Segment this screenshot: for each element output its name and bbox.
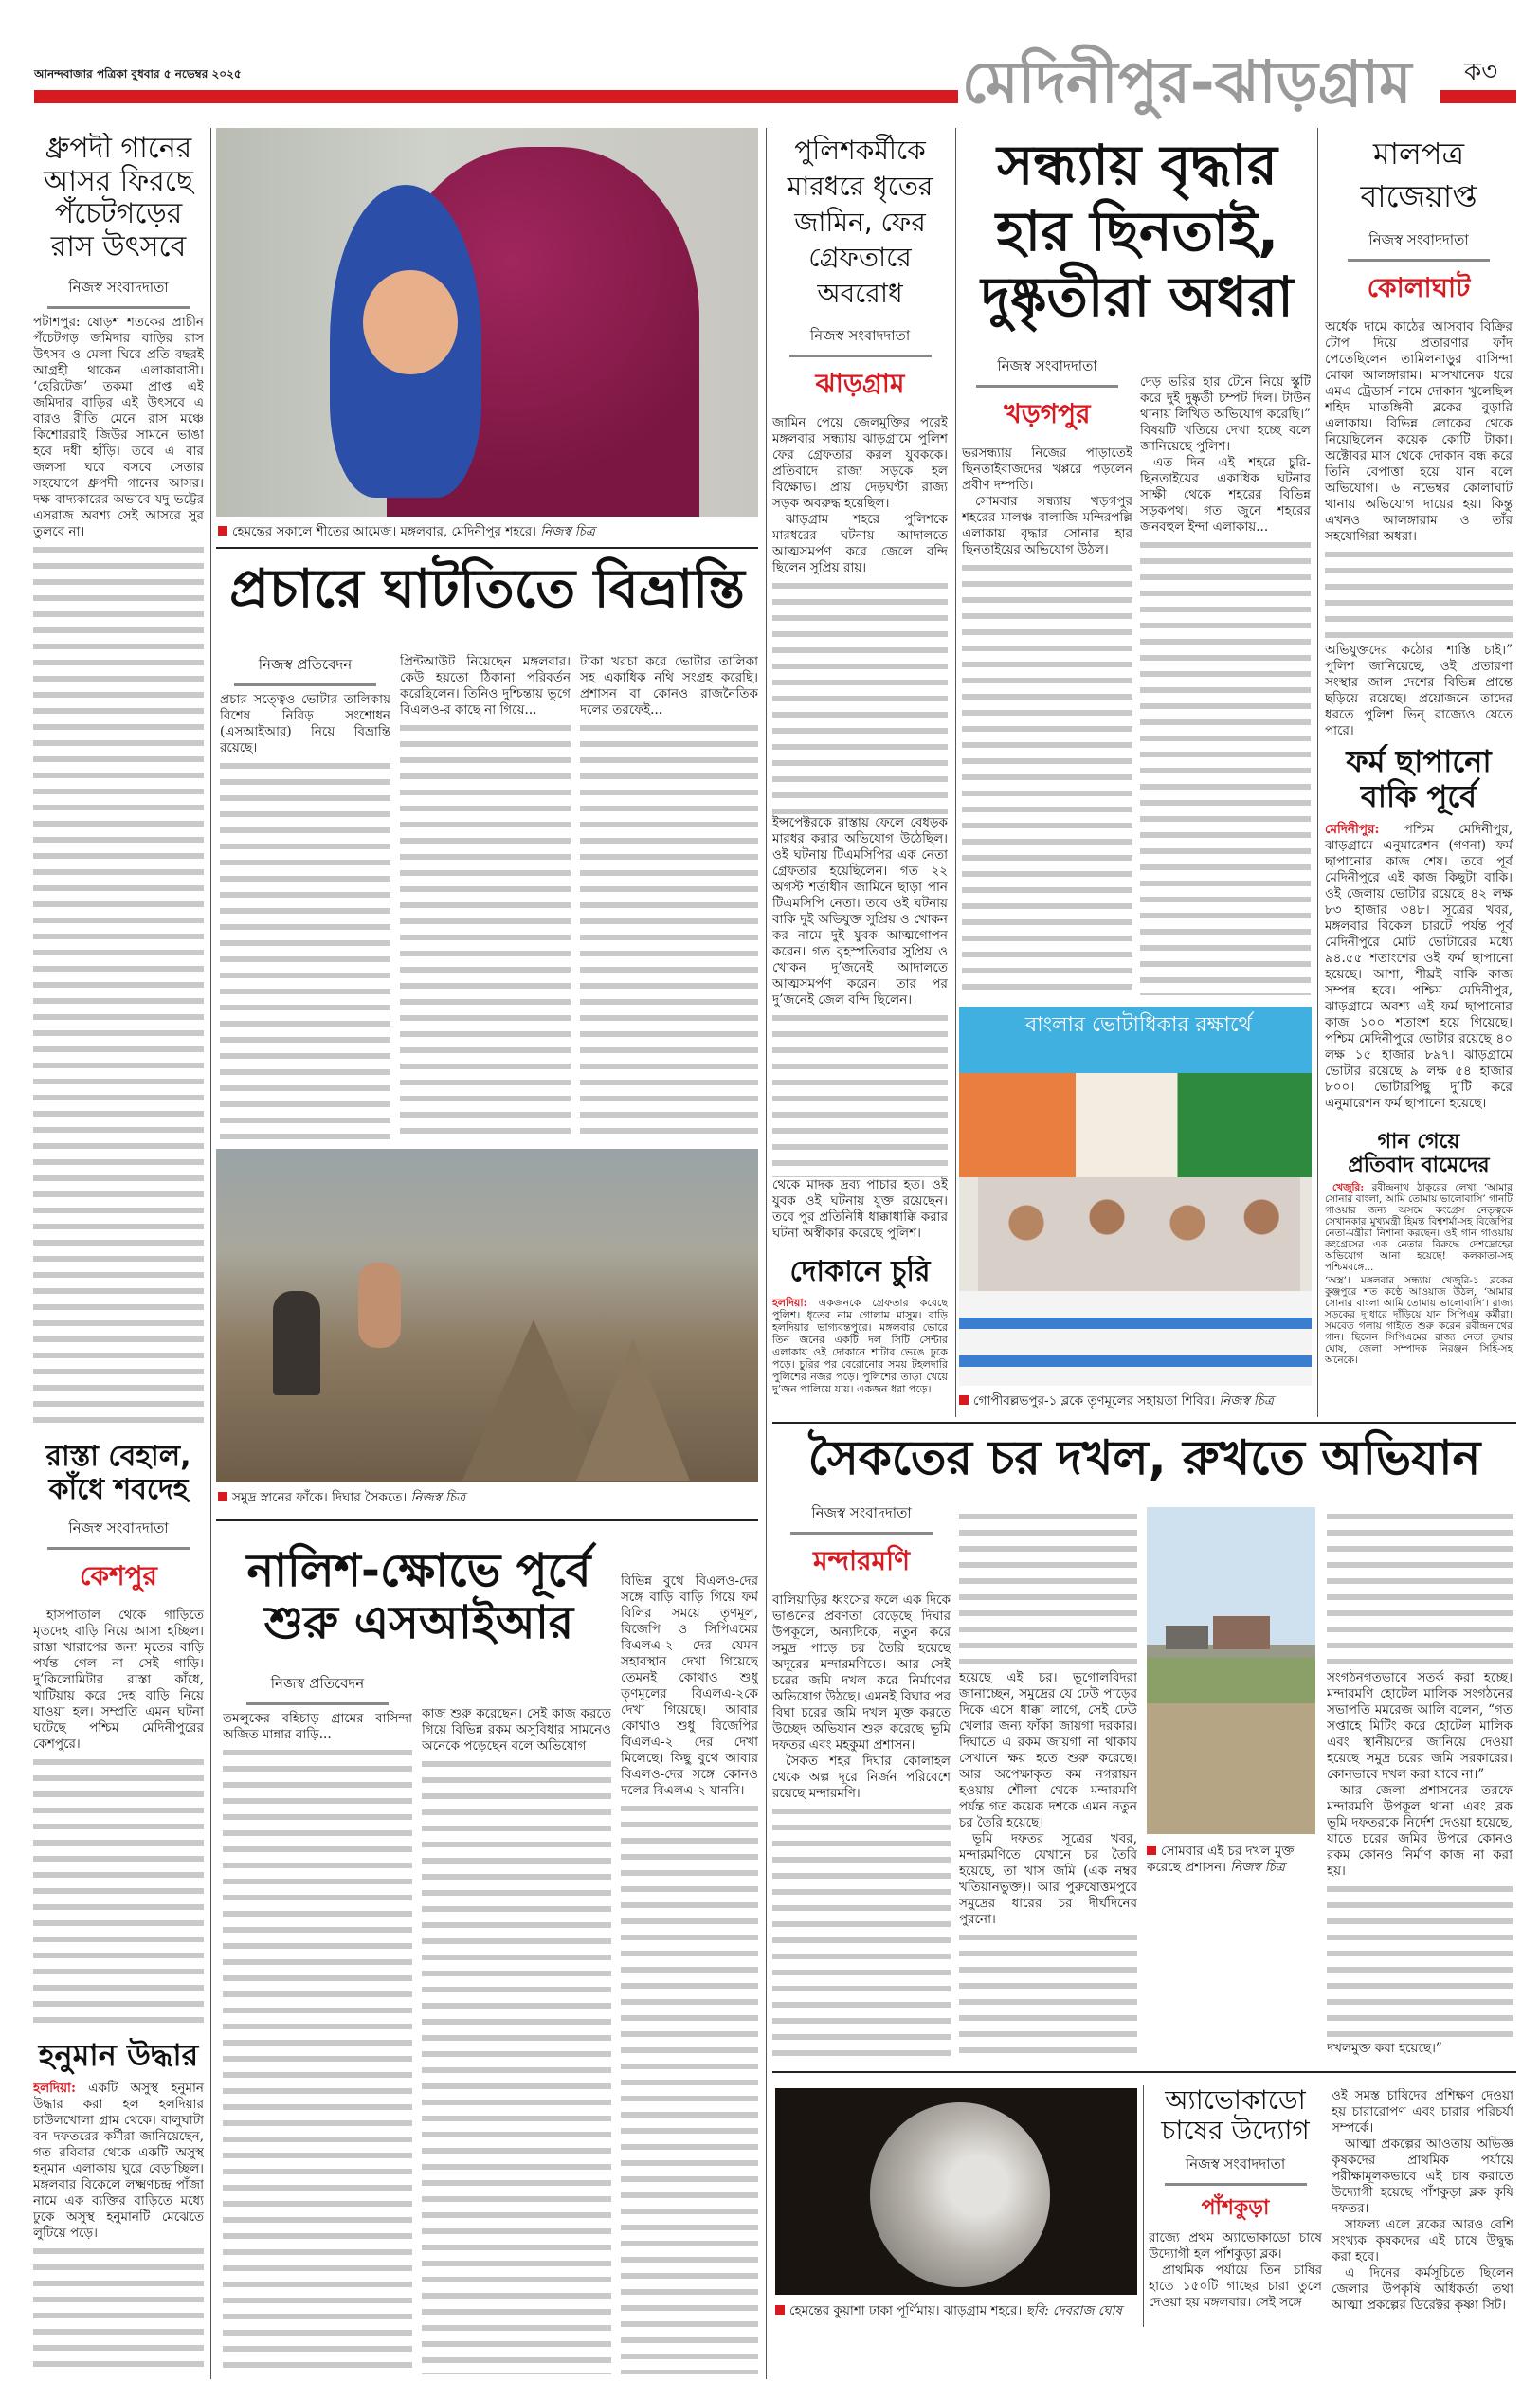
dateline: কেশপুর	[80, 1560, 157, 1591]
column-rule	[955, 128, 956, 1417]
caption-text: সোমবার এই চর দখল মুক্ত করেছে প্রশাসন।	[1147, 1844, 1295, 1875]
headline: হনুমান উদ্ধার	[38, 2038, 199, 2073]
text-continuation	[1140, 537, 1311, 995]
dateline: খেজুরি:	[1332, 1181, 1365, 1193]
body-text: আর জেলা প্রশাসনের তরফে মন্দারমণি উপকূল থানা এবং ব্লক ভূমি দফতরকে নির্দেশ দেওয়া হয়েছে, যাতে চরের জমির উপরে কোনও রকম কোনও নির্মাণ কাজ না করা হয়।	[1327, 1783, 1513, 1879]
body-text: রবীন্দ্রনাথ ঠাকুরের লেখা ‘আমার সোনার বাংলা, আমি তোমায় ভালোবাসি’ গানটি গাওয়ার জন্য অসমে কংগ্রেস নেতৃত্বকে সেখানকার মুখ্যমন্ত্রী হিমন্ত বিশ্বশর্মা-সহ বিজেপির নেতা-মন্ত্রীরা নিশানা করছেন। ওই গান গাওয়ায় কংগ্রেসের এক নেতার বিরুদ্ধে দেশদ্রোহের অভিযোগ আনা হয়েছে! কলকাতা-সহ পশ্চিমবঙ্গে...	[1325, 1181, 1513, 1273]
sand-mound	[462, 1319, 605, 1481]
dateline: হলদিয়া:	[33, 2080, 76, 2096]
text-continuation	[400, 720, 571, 1142]
photo-char-land	[1147, 1507, 1315, 1834]
lead-headline: সন্ধ্যায় বৃদ্ধার হার ছিনতাই, দুষ্কৃতীরা অধরা	[981, 133, 1294, 330]
caption-marker-icon	[959, 1395, 969, 1405]
headline: ফর্ম ছাপানো বাকি পূর্বে	[1346, 744, 1492, 814]
body-text: প্রচার সত্ত্বেও ভোটার তালিকায় বিশেষ নিবিড় সংশোধন (এসআইআর) নিয়ে বিভ্রান্তি রয়েছে।	[220, 692, 390, 755]
text-continuation	[220, 758, 390, 1142]
section-rule	[216, 547, 758, 549]
body-text: অর্ধেক দামে কাঠের আসবাব বিক্রির টোপ দিয়ে প্রতারণার ফাঁদ পেতেছিলেন তামিলনাড়ুর বাসিন্দা মোকা আলঙ্গারাম। মাসখানেক ধরে এমএ ট্রেডার্স নামে দোকান খুলেছিল শহিদ মাতঙ্গিনী ব্লকের বুড়ারি এলাকায়। বিভিন্ন লোকের থেকে নিয়েছিলেন কয়েক কোটি টাকা। অক্টোবর মাস থেকে দোকান বন্ধ করে তিনি বেপাত্তা হয়ে যান বলে অভিযোগ। ৬ নভেম্বর কোলাঘাট থানায় অভিযোগ দায়ের হয়। কিন্তু এখনও আলঙ্গারাম ও তাঁর সহযোগিরা অধরা।	[1325, 318, 1513, 544]
photo-credit: নিজস্ব চিত্র	[1230, 1860, 1285, 1875]
headline-line: গান গেয়ে	[1377, 1130, 1460, 1154]
body-text	[1325, 1182, 1513, 1273]
section-rule	[772, 1422, 1516, 1424]
body-text: একজনকে গ্রেফতার করেছে পুলিশ। ধৃতের নাম গোলাম মাসুম। বাড়ি হলদিয়ার ভাগ্যবন্তপুরে। মঙ্গলবার ভোরে তিন জনের একটি দল সিটি সেন্টার এলাকায় ওই দোকানে শাটার ভেঙে ঢুকে পড়ে। চুরির পর বেরোনোর সময় টহলদারি পুলিশের নজর পড়ে। পুলিশের তাড়া খেয়ে দু’জন পালিয়ে যায়। একজন ধরা পড়ে।	[772, 1296, 948, 1395]
article-column	[400, 654, 571, 1142]
byline: নিজস্ব প্রতিবেদন	[234, 654, 376, 686]
photo-caption	[959, 1393, 1314, 1409]
body-text: সংগঠনগতভাবে সতর্ক করা হচ্ছে। মন্দারমণি হোটেল মালিক সংগঠনের সভাপতি মমরেজ আলি বলেন, “গত সপ্তাহে মিটিং করে হোটেল মালিক এবং স্থানীয়দের জানিয়ে দেওয়া হয়েছে সমুদ্র চরের জমি সরকারের। কোনভাবে দখল করা যাবে না।”	[1327, 1670, 1513, 1782]
dateline: হলদিয়া:	[772, 1296, 807, 1309]
caption-text: হেমন্তের কুয়াশা ঢাকা পূর্ণিমায়। ঝাড়গ্রাম শহরে।	[789, 2303, 1023, 2318]
body-text: জামিন পেয়ে জেলমুক্তির পরেই মঙ্গলবার সন্ধ্যায় ঝাড়গ্রামে পুলিশ ফের গ্রেফতার করল যুবককে। প্রতিবাদে রাজ্য সড়কে হল বিক্ষোভ। প্রায় দেড়ঘণ্টা রাজ্য সড়ক অবরুদ্ধ হয়েছিল।	[772, 414, 948, 511]
text-continuation	[1325, 547, 1513, 643]
article-seizure	[1325, 133, 1513, 739]
byline: নিজস্ব প্রতিবেদন	[246, 1673, 389, 1705]
body-text: ঝাড়গ্রাম শহরে পুলিশকে মারধরের ঘটনায় আদালতে আত্মসমর্পণ করে জেলে বন্দি ছিলেন সুপ্রিয় রায়।	[772, 511, 948, 575]
photo-caption	[218, 1490, 758, 1506]
text-continuation	[772, 1010, 948, 1177]
byline: নিজস্ব সংবাদদাতা	[47, 277, 190, 309]
body-text	[772, 1297, 948, 1395]
body-text: হয়েছে এই চর। ভূগোলবিদরা জানাচ্ছেন, সমুদ্রের যে ঢেউ পাড়ের দিকে এসে ধাক্কা লাগে, সেই ঢেউ খেলার জন্য ফাঁকা জায়গা দরকার। দিঘাতে এ রকম জায়গা না থাকায় সেখানে ক্ষয় হতে শুরু করেছে। আর অপেক্ষাকৃত কম নগরায়ন হওয়ায় শৌলা থেকে মন্দারমণি পর্যন্ত গত কয়েক দশকে এমন নতুন চর তৈরি হয়েছে।	[959, 1670, 1137, 1830]
byline: নিজস্ব সংবাদদাতা	[47, 1518, 190, 1550]
banner-text: বাংলার ভোটাধিকার রক্ষার্থে	[1025, 1013, 1252, 1037]
article-avocado	[1149, 2085, 1322, 2332]
section-rule	[216, 1519, 758, 1521]
caption-marker-icon	[218, 526, 227, 536]
article-left-protest-song	[1325, 1130, 1513, 1418]
photo-mother-child	[216, 128, 758, 517]
body-text: প্রিন্টআউট নিয়েছেন মঙ্গলবার। কেউ হয়তো ঠিকানা পরিবর্তন করেছিলেন। তিনিও দুশ্চিন্তায় ভুগে বিএলও-র কাছে না গিয়ে...	[400, 654, 571, 718]
page-number: ক৩	[1464, 58, 1498, 86]
article-column	[1327, 1507, 1513, 2057]
photo-help-camp	[959, 1007, 1312, 1386]
headline: মালপত্র বাজেয়াপ্ত	[1360, 136, 1477, 214]
body-text: বালিয়াড়ির ধ্বংসের ফলে এক দিকে ভাঙনের প্রবণতা বেড়েছে দিঘার উপকূলে, অন্যদিকে, নতুন করে সমুদ্র পাড়ে চর তৈরি হয়েছে অদূরের মন্দারমণিতে। আর সেই চরের জমি দখল করে নির্মাণের অভিযোগ উঠছে। এমনই বিঘার পর বিঘা চরের জমি দখল মুক্ত করতে উচ্ছেদ অভিযান শুরু করেছে ভূমি দফতর এবং মহকুমা প্রশাসন।	[772, 1592, 951, 1753]
body-text: বিভিন্ন বুথে বিএলও-দের সঙ্গে বাড়ি বাড়ি গিয়ে ফর্ম বিলির সময়ে তৃণমূল, বিজেপি ও সিপিএমের বিএলএ-২ দের যেমন সহাবস্থান দেখা গিয়েছে তেমনই কোথাও শুধু তৃণমূলের বিএলএ-২কে দেখা গিয়েছে। আবার কোথাও শুধু বিজেপির বিএলএ-২ দের দেখা মিলেছে। কিছু বুথে আবার বিএলও-দের সঙ্গে কোনও দলের বিএলএ-২ যাননি।	[621, 1573, 758, 1798]
article-column	[220, 654, 390, 1142]
headline: প্রচারে ঘাটতিতে বিভ্রান্তি	[229, 558, 745, 620]
text-continuation	[33, 1755, 204, 2024]
text-continuation	[223, 1745, 412, 2374]
article-column	[772, 1502, 951, 2057]
article-column	[621, 1573, 758, 2374]
body-text: ইন্সপেক্টরকে রাস্তায় ফেলে বেধড়ক মারধর করার অভিযোগ উঠেছিল। ওই ঘটনায় টিএমসিপির এক নেতা গ্রেফতার হয়েছিলেন। গত ২২ অগস্ট শর্তাধীন জামিনে ছাড়া পান টিএমসিপি নেতা। তবে ওই ঘটনায় বাকি দুই অভিযুক্ত সুপ্রিয় ও খোকন কর নামে দুই যুবক আত্মগোপন করেন। গত বৃহস্পতিবার সুপ্রিয় ও খোকন দু’জনেই আদালতে আত্মসমর্পণ করেন। তার পর দু’জনেই জেল বন্দি ছিলেন।	[772, 814, 948, 1008]
dateline: খড়গপুর	[1004, 398, 1091, 429]
text-continuation	[33, 542, 204, 1431]
photo-caption	[1147, 1844, 1317, 1876]
body-text: সোমবার সন্ধ্যায় খড়গপুর শহরের মালঞ্চ বালাজি মন্দিরপল্লি এলাকায় বৃদ্ধার সোনার হার ছিনতাইয়ের অভিযোগ উঠল।	[962, 494, 1132, 557]
photo-caption	[775, 2303, 1140, 2319]
body-text: রাজ্যে প্রথম অ্যাভোকাডো চাষে উদ্যোগী হল পাঁশকুড়া ব্লক।	[1149, 2230, 1322, 2263]
text-continuation	[580, 720, 758, 1142]
table	[959, 1291, 1312, 1386]
body-text: হাসপাতাল থেকে গাড়িতে মৃতদেহ বাড়ি নিয়ে আসা হচ্ছিল। রাস্তা খারাপের জন্য মৃতের বাড়ি পর্যন্ত গেল না সেই গাড়ি। দু’কিলোমিটার রাস্তা কাঁধে, খাটিয়ায় করে দেহ বাড়ি নিয়ে যাওয়া হল। সম্প্রতি এমন ঘটনা ঘটেছে পশ্চিম মেদিনীপুরের কেশপুরে।	[33, 1608, 204, 1752]
sand-mound	[576, 1338, 690, 1481]
byline: নিজস্ব সংবাদদাতা	[790, 1502, 933, 1535]
column-rule	[1143, 2085, 1144, 2327]
body-text	[33, 2081, 204, 2242]
body-text: তমলুকের বহিচাড় গ্রামের বাসিন্দা অজিত মান্নার বাড়ি...	[223, 1711, 412, 1742]
text-continuation	[1327, 1509, 1513, 1670]
body-text: দেড় ভরির হার টেনে নিয়ে স্কুটি করে দুই দুষ্কৃতী চম্পট দিল। টাউন থানায় লিখিত অভিযোগ করেছি।” বিষয়টি খতিয়ে দেখা হচ্ছে বলে জানিয়েছে পুলিশ।	[1140, 374, 1311, 454]
dateline: পাঁশকুড়া	[1201, 2196, 1270, 2221]
text-continuation	[422, 1756, 611, 2374]
headline: পুলিশকর্মীকে মারধরে ধৃতের জামিন, ফের গ্রেফতারে অবরোধ	[787, 135, 933, 310]
body-text: কাজ শুরু করেছেন। সেই কাজ করতে গিয়ে বিভিন্ন রকম অসুবিধার সামনেও অনেকে পড়েছেন বলে অভিযোগ।	[422, 1706, 611, 1754]
body-text	[1325, 822, 1513, 1112]
text-continuation	[33, 2244, 204, 2374]
caption-text: গোপীবল্লভপুর-১ ব্লকে তৃণমূলের সহায়তা শিবির।	[973, 1393, 1216, 1409]
person	[358, 1263, 401, 1348]
headline: ধ্রুপদী গানের আসর ফিরছে পঁচেটগড়ের রাস উৎসবে	[43, 133, 194, 264]
headline: অ্যাভোকাডো চাষের উদ্যোগ	[1161, 2085, 1310, 2147]
issue-date: বুধবার ৫ নভেম্বর ২০২৫	[131, 67, 242, 81]
caption-marker-icon	[218, 1492, 227, 1501]
dateline: ঝাড়গ্রাম	[815, 367, 905, 399]
body-text: প্রাথমিক পর্যায়ে তিন চাষির হাতে ১৫০টি গাছের চারা তুলে দেওয়া হয় মঙ্গলবার। সেই সঙ্গে	[1149, 2263, 1322, 2311]
building	[1213, 1616, 1270, 1649]
dateline: কোলাঘাট	[1367, 271, 1471, 303]
body-text: একটি অসুস্থ হনুমান উদ্ধার করা হল হলদিয়ার চাউলখোলা গ্রাম থেকে। বালুঘাটা বন দফতরের কর্মীরা জানিয়েছেন, গত রবিবার থেকে একটি অসুস্থ হনুমান এলাকায় ঘুরে বেড়াচ্ছিল। মঙ্গলবার বিকেলে লক্ষ্মণচন্দ্র পাঁজা নামে এক ব্যক্তির বাড়িতে মধ্যে ঢুকে অসুস্থ হনুমানটি মেঝেতে লুটিয়ে পড়ে।	[33, 2080, 204, 2241]
article-column	[959, 1507, 1137, 2057]
article-rash-utsav	[33, 133, 204, 1431]
byline: নিজস্ব সংবাদদাতা	[1165, 2154, 1307, 2186]
photo-credit: নিজস্ব চিত্র	[540, 524, 595, 539]
body-text: অভিযুক্তদের কঠোর শাস্তি চাই।” পুলিশ জানিয়েছে, ওই প্রতারণা সংস্থার জাল দেশের বিভিন্ন প্রান্তে ছড়িয়ে রয়েছে। প্রয়োজনে তাদের ধরতে পুলিশ ভিন্ রাজ্যেও যেতে পারে।	[1325, 643, 1513, 738]
photo-full-moon	[775, 2088, 1137, 2295]
headline	[1325, 1130, 1513, 1178]
body-text: পশ্চিম মেদিনীপুর, ঝাড়গ্রামে এনুমারেশন (গণনা) ফর্ম ছাপানোর কাজ শেষ। তবে পূর্ব মেদিনীপুরে এই কাজ কিছুটা বাকি। ওই জেলায় ভোটার রয়েছে ৪২ লক্ষ ৮৩ হাজার ৩৪৮। সূত্রের খবর, মঙ্গলবার বিকেল চারটে পর্যন্ত পূর্ব মেদিনীপুরে মোট ভোটারের মধ্যে ৯৪.৫৫ শতাংশের ওই ফর্ম ছাপানো হয়েছে। আশা, শীঘ্রই বাকি কাজ সম্পন্ন হবে। পশ্চিম মেদিনীপুর, ঝাড়গ্রামে অবশ্য এই ফর্ম ছাপানোর কাজ ১০০ শতাংশ হয়ে গিয়েছে। পশ্চিম মেদিনীপুরে ভোটার রয়েছে ৪০ লক্ষ ১৫ হাজার ৮৯৭। ঝাড়গ্রামে ভোটার রয়েছে ৯ লক্ষ ৫৪ হাজার ৮০০। ভোটারপিছু দু’টি করে এনুমারেশন ফর্ম ছাপানো হয়েছে।	[1325, 821, 1513, 1111]
paper-date-line	[34, 66, 242, 85]
red-bar-left	[34, 90, 958, 103]
moon	[870, 2102, 1050, 2287]
photo-credit: নিজস্ব চিত্র	[1219, 1393, 1274, 1409]
article-column	[580, 654, 758, 1142]
paper-name: আনন্দবাজার পত্রিকা	[34, 67, 128, 81]
body-text: এত দিন এই শহরে চুরি-ছিনতাইয়ের একাধিক ঘটনার সাক্ষী থেকে শহরের বিভিন্ন সড়কপথ। গত জুনে শহরের জনবহুল ইন্দা এলাকায়...	[1140, 455, 1311, 535]
photo-credit: ছবি: দেবরাজ ঘোষ	[1025, 2303, 1122, 2318]
caption-text: হেমন্তের সকালে শীতের আমেজ। মঙ্গলবার, মেদিনীপুর শহরে।	[232, 524, 536, 539]
text-continuation	[1327, 1882, 1513, 2041]
people	[978, 1177, 1300, 1291]
section-rule	[772, 2071, 1516, 2073]
body-text: সৈকত শহর দিঘার কোলাহল থেকে অল্প দূরে নির্জন পরিবেশে রয়েছে মন্দারমণি।	[772, 1754, 951, 1801]
article-column	[962, 355, 1132, 995]
child-face	[363, 270, 458, 374]
masthead	[0, 0, 1540, 123]
article-body	[33, 315, 204, 540]
text-continuation	[959, 1930, 1137, 2057]
article-form-printing	[1325, 744, 1513, 1128]
text-continuation	[962, 560, 1132, 995]
column-rule	[1317, 128, 1318, 1417]
headline-line: নালিশ-ক্ষোভে পূর্বে	[246, 1544, 591, 1597]
section-title: মেদিনীপুর-ঝাড়গ্রাম	[962, 47, 1412, 117]
photo-caption	[218, 524, 758, 540]
body-text: ষোড়শ শতকের প্রাচীন পঁচেটগড় জমিদার বাড়ির রাস উৎসব ও মেলা ঘিরে প্রতি বছরই আগ্রহী থাকেন এলাকাবাসী। ‘হেরিটেজ’ তকমা প্রাপ্ত এই জমিদার বাড়ির এই উৎসবে এ বারও রীতি মেনে রাস মঞ্চে কিশোররাই জিউর সামনে ভাঙা হবে দধী হাঁড়ি। তবে এ বার জলসা ঘরে বসবে সেতার সহযোগে ধ্রুপদী গানের আসর। দক্ষ বাদ্যকারের অভাবে যদু ভট্টের এসরাজ অবশ্য সেই আসরে সুর তুলবে না।	[33, 315, 204, 539]
article-road	[33, 1441, 204, 2024]
headline-line: প্রতিবাদ বামেদের	[1348, 1154, 1490, 1178]
article-column	[1140, 374, 1311, 995]
body-text: থেকে মাদক দ্রব্য পাচার হত। ওই যুবক ওই ঘটনায় যুক্ত রয়েছেন। তবে পুর প্রতিনিধি ধাক্কাধাক্কি করার ঘটনা অস্বীকার করেছে পুলিশ।	[772, 1177, 948, 1241]
text-continuation	[621, 1801, 758, 2374]
body-text: ভরসন্ধ্যায় নিজের পাড়াতেই ছিনতাইবাজদের খপ্পরে পড়লেন প্রবীণ দম্পতি।	[962, 445, 1132, 493]
headline-line: শুরু এসআইআর	[263, 1596, 574, 1650]
body-text: ভূমি দফতর সূত্রের খবর, মন্দারমণিতে যেখানে চর তৈরি হয়েছে, তা খাস জমি (এক নম্বর খতিয়ানভুক্ত)। আর পুরুষোত্তমপুরে সমুদ্রের ধারের চর দীর্ঘদিনের পুরনো।	[959, 1831, 1137, 1927]
text-continuation	[772, 578, 948, 815]
dateline: মন্দারমণি	[812, 1545, 911, 1576]
byline: নিজস্ব সংবাদদাতা	[1348, 229, 1490, 262]
body-text: দখলমুক্ত করা হয়েছে।”	[1327, 2041, 1442, 2056]
article-column	[223, 1673, 412, 2374]
caption-text: সমুদ্র স্নানের ফাঁকে। দিঘার সৈকতে।	[232, 1490, 408, 1505]
dateline: মেদিনীপুর:	[1325, 821, 1380, 837]
banner	[959, 1007, 1312, 1073]
dateline: পটাশপুর:	[33, 315, 81, 330]
body-text: এ দিনের কর্মসূচিতে ছিলেন জেলার উপকৃষি অধিকর্তা তথা আত্মা প্রকল্পের ডিরেক্টর কৃষ্ণা সিট।	[1332, 2265, 1513, 2313]
body-text: টাকা খরচা করে ভোটার তালিকা সহ একাধিক নথি সংগ্রহ করেছি। প্রশাসন বা কোনও রাজনৈতিক দলের তরফেই...	[580, 654, 758, 718]
article-police-assault	[772, 133, 948, 1242]
body-text: ওই সমস্ত চাষিদের প্রশিক্ষণ দেওয়া হয় চারারোপণ এবং চারার পরিচর্যা সম্পর্কে।	[1332, 2088, 1513, 2136]
byline: নিজস্ব সংবাদদাতা	[976, 355, 1118, 388]
article-column	[422, 1706, 611, 2374]
article-monkey-rescue	[33, 2038, 204, 2374]
body-text: ‘অস্ত্র’। মঙ্গলবার সন্ধ্যায় খেজুরি-১ ব্লকের কুঞ্জপুরে শত কণ্ঠে আওয়াজ উঠল, ‘আমার সোনার বাংলা আমি তোমায় ভালোবাসি’। রাজ্য সড়কের দু’ধারে দাঁড়িয়ে যান সিপিএম কর্মীরা। সমবেত গলায় গাইতে শুরু করেন রবীন্দ্রনাথের গান। ছিলেন সিপিএমের রাজ্য নেতা তুষার ঘোষ, জেলা সম্পাদক নিরঞ্জন সিহি-সহ অনেকে।	[1325, 1274, 1513, 1366]
body-text: সাফল্য এলে ব্লকের আরও বেশি সংখ্যক কৃষকদের এই চাষে উদ্বুদ্ধ করা হবে।	[1332, 2217, 1513, 2264]
photo-credit: নিজস্ব চিত্র	[410, 1490, 466, 1505]
building	[1166, 1626, 1208, 1649]
byline: নিজস্ব সংবাদদাতা	[789, 325, 932, 357]
headline	[220, 1545, 618, 1649]
article-column	[1332, 2088, 1513, 2335]
article-shop-theft	[772, 1256, 948, 1412]
caption-marker-icon	[1147, 1846, 1156, 1855]
headline: সৈকতের চর দখল, রুখতে অভিযান	[807, 1430, 1481, 1485]
column-rule	[210, 128, 211, 2379]
canopy	[959, 1073, 1312, 1177]
text-continuation	[772, 1804, 951, 2057]
headline: রাস্তা বেহাল, কাঁধে শবদেহ	[45, 1441, 191, 1506]
headline: দোকানে চুরি	[789, 1256, 931, 1288]
person	[273, 1291, 320, 1395]
text-continuation	[959, 1509, 1137, 1670]
column-rule	[766, 128, 767, 2379]
photo-beach-sandcastle	[216, 1149, 758, 1482]
body-text: আত্মা প্রকল্পের আওতায় অভিজ্ঞ কৃষকদের প্রাথমিক পর্যায়ে পরীক্ষামূলকভাবে এই চাষ করাতে উদ্যোগী হয়েছে পাঁশকুড়া ব্লক কৃষি দফতর।	[1332, 2137, 1513, 2216]
caption-marker-icon	[775, 2305, 785, 2315]
